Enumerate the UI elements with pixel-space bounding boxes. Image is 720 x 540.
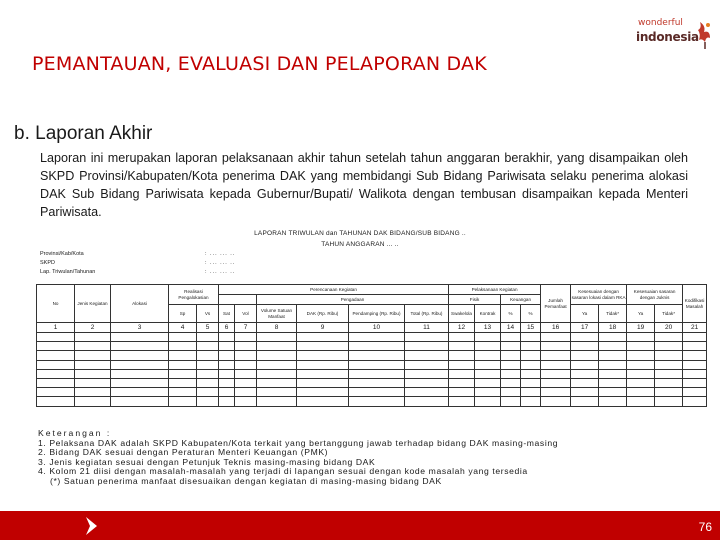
table-cell [349, 351, 405, 360]
table-row [37, 351, 707, 360]
table-cell [37, 369, 75, 378]
table-cell [501, 333, 521, 342]
table-cell [449, 360, 475, 369]
table-cell [521, 369, 541, 378]
table-cell [257, 397, 297, 406]
table-cell [599, 360, 627, 369]
table-row [37, 342, 707, 351]
col-number: 6 [219, 323, 235, 333]
table-cell [521, 351, 541, 360]
table-cell [541, 369, 571, 378]
table-cell [75, 360, 111, 369]
table-cell [501, 360, 521, 369]
table-cell [257, 351, 297, 360]
table-cell [197, 369, 219, 378]
table-cell [37, 378, 75, 387]
col-number: 9 [297, 323, 349, 333]
note-item: 3. Jenis kegiatan sesuai dengan Petunjuk Teknis masing-masing bidang DAK [38, 456, 376, 467]
table-cell [449, 397, 475, 406]
table-cell [627, 378, 655, 387]
table-cell [475, 378, 501, 387]
col-number: 4 [169, 323, 197, 333]
col-number: 12 [449, 323, 475, 333]
column-number-row [37, 323, 707, 333]
table-cell [571, 378, 599, 387]
col-header-dak: DAK (Rp. Ribu) [297, 305, 349, 323]
table-cell [349, 342, 405, 351]
table-cell [683, 351, 707, 360]
notes-title: Keterangan : [38, 428, 112, 438]
col-number: 13 [475, 323, 501, 333]
col-header-no: No [37, 285, 75, 323]
table-cell [627, 351, 655, 360]
col-number: 20 [655, 323, 683, 333]
empty-rows [37, 333, 707, 407]
table-cell [197, 397, 219, 406]
table-cell [627, 342, 655, 351]
table-cell [111, 333, 169, 342]
col-header-fisik-pct: % [501, 305, 521, 323]
table-cell [297, 360, 349, 369]
table-cell [521, 388, 541, 397]
col-number: 11 [405, 323, 449, 333]
report-table [36, 284, 707, 407]
table-cell [655, 360, 683, 369]
col-number: 18 [599, 323, 627, 333]
meta-row [40, 259, 235, 268]
col-number: 5 [197, 323, 219, 333]
table-cell [405, 342, 449, 351]
table-cell [297, 397, 349, 406]
table-cell [75, 378, 111, 387]
col-header-sesuai-juknis: Kesesuaian sasaran dengan Juknis [627, 285, 683, 305]
meta-value: : ... ... .. [205, 260, 236, 266]
table-cell [683, 342, 707, 351]
table-cell [111, 351, 169, 360]
table-cell [541, 397, 571, 406]
col-header-ya-lokasi: Ya [571, 305, 599, 323]
meta-value: : ... ... .. [205, 269, 236, 275]
page-number: 76 [698, 520, 712, 534]
table-cell [169, 342, 197, 351]
table-cell [449, 351, 475, 360]
table-cell [257, 342, 297, 351]
col-header-kodifikasi: Kodifikasi Masalah [683, 285, 707, 323]
wonderful-indonesia-logo [630, 10, 716, 60]
report-title-line1: LAPORAN TRIWULAN dan TAHUNAN DAK BIDANG/SUB BIDANG .. [254, 230, 466, 237]
col-header-perencanaan: Perencanaan Kegiatan [219, 285, 449, 295]
report-title [150, 228, 570, 250]
table-cell [405, 369, 449, 378]
meta-row [40, 268, 235, 277]
table-cell [655, 369, 683, 378]
table-cell [257, 388, 297, 397]
col-header-total: Total (Rp. Ribu) [405, 305, 449, 323]
table-cell [235, 388, 257, 397]
table-cell [297, 388, 349, 397]
table-cell [541, 378, 571, 387]
table-cell [169, 388, 197, 397]
col-header-kontrak: Kontrak [475, 305, 501, 323]
table-cell [521, 397, 541, 406]
table-cell [297, 333, 349, 342]
chevron-right-icon [84, 515, 100, 537]
table-cell [257, 333, 297, 342]
notes [38, 429, 558, 487]
table-cell [501, 342, 521, 351]
col-header-realisasi-pengalokasian: Realisasi Pengalokasian [169, 285, 219, 305]
table-cell [235, 360, 257, 369]
col-number: 10 [349, 323, 405, 333]
note-footnote: (*) Satuan penerima manfaat disesuaikan dengan kegiatan di masing-masing bidang DAK [50, 475, 442, 486]
col-header-sesuai-lokasi: Kesesuaian dengan sasaran lokasi dalam RKA [571, 285, 627, 305]
table-cell [297, 369, 349, 378]
table-cell [599, 369, 627, 378]
col-header-sat: Sat [219, 305, 235, 323]
col-header-fisik: Fisik [449, 295, 501, 305]
table-cell [257, 369, 297, 378]
col-header-vol: Vol [235, 305, 257, 323]
table-cell [541, 333, 571, 342]
table-cell [37, 333, 75, 342]
table-cell [219, 397, 235, 406]
table-cell [75, 342, 111, 351]
col-header-sub [219, 295, 257, 305]
table-cell [349, 360, 405, 369]
table-cell [521, 333, 541, 342]
table-cell [349, 388, 405, 397]
table-cell [599, 351, 627, 360]
table-cell [349, 333, 405, 342]
table-cell [599, 397, 627, 406]
table-cell [541, 360, 571, 369]
col-header-tidak-juknis: Tidak* [655, 305, 683, 323]
table-cell [349, 369, 405, 378]
table-row [37, 378, 707, 387]
table-cell [541, 351, 571, 360]
table-cell [501, 378, 521, 387]
col-number: 1 [37, 323, 75, 333]
table-cell [169, 333, 197, 342]
table-cell [219, 360, 235, 369]
table-row [37, 360, 707, 369]
table-cell [219, 388, 235, 397]
table-cell [405, 388, 449, 397]
table-cell [197, 378, 219, 387]
table-cell [521, 378, 541, 387]
table-cell [235, 369, 257, 378]
col-header-jenis-kegiatan: Jenis Kegiatan [75, 285, 111, 323]
table-cell [475, 333, 501, 342]
table-cell [501, 351, 521, 360]
table-cell [521, 360, 541, 369]
table-cell [297, 351, 349, 360]
col-header-pengadaan: Pengadaan [257, 295, 449, 305]
table-cell [235, 333, 257, 342]
col-header-tidak-lokasi: Tidak* [599, 305, 627, 323]
table-cell [571, 342, 599, 351]
meta-label: SKPD [40, 260, 55, 266]
table-cell [235, 342, 257, 351]
table-cell [571, 351, 599, 360]
table-cell [349, 378, 405, 387]
table-cell [475, 342, 501, 351]
table-cell [37, 388, 75, 397]
meta-label: Lap. Triwulan/Tahunan [40, 269, 96, 275]
table-cell [235, 351, 257, 360]
col-header-vs: Vs [197, 305, 219, 323]
table-cell [405, 351, 449, 360]
logo-line2: indonesia [636, 30, 699, 44]
col-header-ya-juknis: Ya [627, 305, 655, 323]
col-header-pelaksanaan: Pelaksanaan Kegiatan [449, 285, 541, 295]
table-cell [683, 369, 707, 378]
table-cell [111, 360, 169, 369]
logo-line1: wonderful [638, 18, 683, 28]
table-cell [169, 360, 197, 369]
col-header-alokasi: Alokasi [111, 285, 169, 323]
table-cell [683, 360, 707, 369]
table-row [37, 333, 707, 342]
table-cell [111, 369, 169, 378]
col-number: 16 [541, 323, 571, 333]
meta-label: Provinsi/Kab/Kota [40, 251, 84, 257]
report-meta [40, 250, 235, 277]
table-cell [405, 378, 449, 387]
table-cell [219, 342, 235, 351]
table-cell [571, 397, 599, 406]
table-cell [449, 378, 475, 387]
table-cell [297, 342, 349, 351]
table-cell [75, 351, 111, 360]
table-cell [599, 333, 627, 342]
col-number: 7 [235, 323, 257, 333]
table-cell [405, 333, 449, 342]
table-cell [197, 388, 219, 397]
table-cell [219, 333, 235, 342]
col-number: 15 [521, 323, 541, 333]
col-header-keu-pct: % [521, 305, 541, 323]
col-header-keuangan: Keuangan [501, 295, 541, 305]
table-cell [627, 333, 655, 342]
table-cell [235, 397, 257, 406]
table-cell [655, 397, 683, 406]
col-number: 8 [257, 323, 297, 333]
table-cell [627, 388, 655, 397]
table-cell [655, 342, 683, 351]
table-cell [219, 351, 235, 360]
table-cell [37, 351, 75, 360]
col-number: 2 [75, 323, 111, 333]
table-cell [683, 378, 707, 387]
table-cell [627, 397, 655, 406]
table-cell [541, 342, 571, 351]
note-item: 1. Pelaksana DAK adalah SKPD Kabupaten/Kota terkait yang bertanggung jawab terhadap bidang DAK masing-masing [38, 437, 559, 448]
table-cell [449, 369, 475, 378]
col-header-sp: Sp [169, 305, 197, 323]
table-cell [235, 378, 257, 387]
table-cell [627, 369, 655, 378]
col-header-pendamping: Pendamping (Rp. Ribu) [349, 305, 405, 323]
col-header-jumlah-pemanfaat: Jumlah Pemanfaat [541, 285, 571, 323]
table-cell [405, 397, 449, 406]
section-heading: b. Laporan Akhir [14, 123, 153, 144]
col-number: 21 [683, 323, 707, 333]
table-cell [449, 333, 475, 342]
table-cell [501, 388, 521, 397]
note-item: 2. Bidang DAK sesuai dengan Peraturan Menteri Keuangan (PMK) [38, 447, 329, 458]
table-cell [197, 351, 219, 360]
table-cell [75, 388, 111, 397]
table-cell [449, 388, 475, 397]
table-cell [349, 397, 405, 406]
table-cell [169, 378, 197, 387]
table-cell [449, 342, 475, 351]
table-cell [297, 378, 349, 387]
page-title: PEMANTAUAN, EVALUASI DAN PELAPORAN DAK [32, 53, 487, 75]
col-header-swakelola: Swakelola [449, 305, 475, 323]
col-number: 17 [571, 323, 599, 333]
table-cell [37, 360, 75, 369]
table-cell [197, 360, 219, 369]
table-cell [655, 351, 683, 360]
table-cell [257, 378, 297, 387]
table-row [37, 388, 707, 397]
table-cell [683, 388, 707, 397]
report-title-line2: TAHUN ANGGARAN ... .. [321, 241, 399, 248]
table-cell [37, 397, 75, 406]
table-cell [219, 378, 235, 387]
table-cell [683, 333, 707, 342]
intro-paragraph: Laporan ini merupakan laporan pelaksanaan akhir tahun setelah tahun anggaran berakhir, yang disampaikan oleh SKPD Provinsi/Kabupaten/Kota penerima DAK yang membidangi Sub Bidang Pariwisata selaku penerima alokasi DAK Sub Bidang Pariwisata kepada Gubernur/Bupati/ Walikota dengan tembusan disampaikan kepada Menteri Pariwisata. [40, 151, 688, 219]
table-cell [655, 333, 683, 342]
table-cell [475, 369, 501, 378]
table-cell [75, 333, 111, 342]
meta-row [40, 250, 235, 259]
table-cell [169, 351, 197, 360]
meta-value: : ... ... .. [205, 251, 236, 257]
table-cell [257, 360, 297, 369]
table-cell [475, 397, 501, 406]
table-cell [501, 369, 521, 378]
col-number: 14 [501, 323, 521, 333]
table-cell [627, 360, 655, 369]
table-cell [111, 378, 169, 387]
col-number: 3 [111, 323, 169, 333]
table-cell [475, 388, 501, 397]
table-cell [571, 369, 599, 378]
table-cell [169, 369, 197, 378]
table-cell [475, 360, 501, 369]
table-cell [655, 388, 683, 397]
table-cell [475, 351, 501, 360]
table-cell [37, 342, 75, 351]
table-cell [169, 397, 197, 406]
table-cell [571, 360, 599, 369]
table-cell [655, 378, 683, 387]
table-row [37, 397, 707, 406]
table-cell [111, 388, 169, 397]
table-row [37, 369, 707, 378]
table-cell [521, 342, 541, 351]
col-header-vol-satuan: Volume Satuan Manfaat [257, 305, 297, 323]
table-cell [75, 369, 111, 378]
table-cell [501, 397, 521, 406]
table-cell [599, 378, 627, 387]
table-cell [111, 397, 169, 406]
col-number: 19 [627, 323, 655, 333]
table-cell [197, 333, 219, 342]
bird-logo-icon [696, 20, 714, 50]
table-cell [599, 388, 627, 397]
table-cell [75, 397, 111, 406]
table-cell [405, 360, 449, 369]
footer-bar [0, 511, 720, 540]
table-cell [683, 397, 707, 406]
table-cell [541, 388, 571, 397]
table-cell [219, 369, 235, 378]
note-item: 4. Kolom 21 diisi dengan masalah-masalah yang terjadi di lapangan sesuai dengan kode masalah yang tersedia [38, 466, 528, 477]
table-cell [599, 342, 627, 351]
table-cell [197, 342, 219, 351]
table-cell [111, 342, 169, 351]
table-cell [571, 388, 599, 397]
table-cell [571, 333, 599, 342]
